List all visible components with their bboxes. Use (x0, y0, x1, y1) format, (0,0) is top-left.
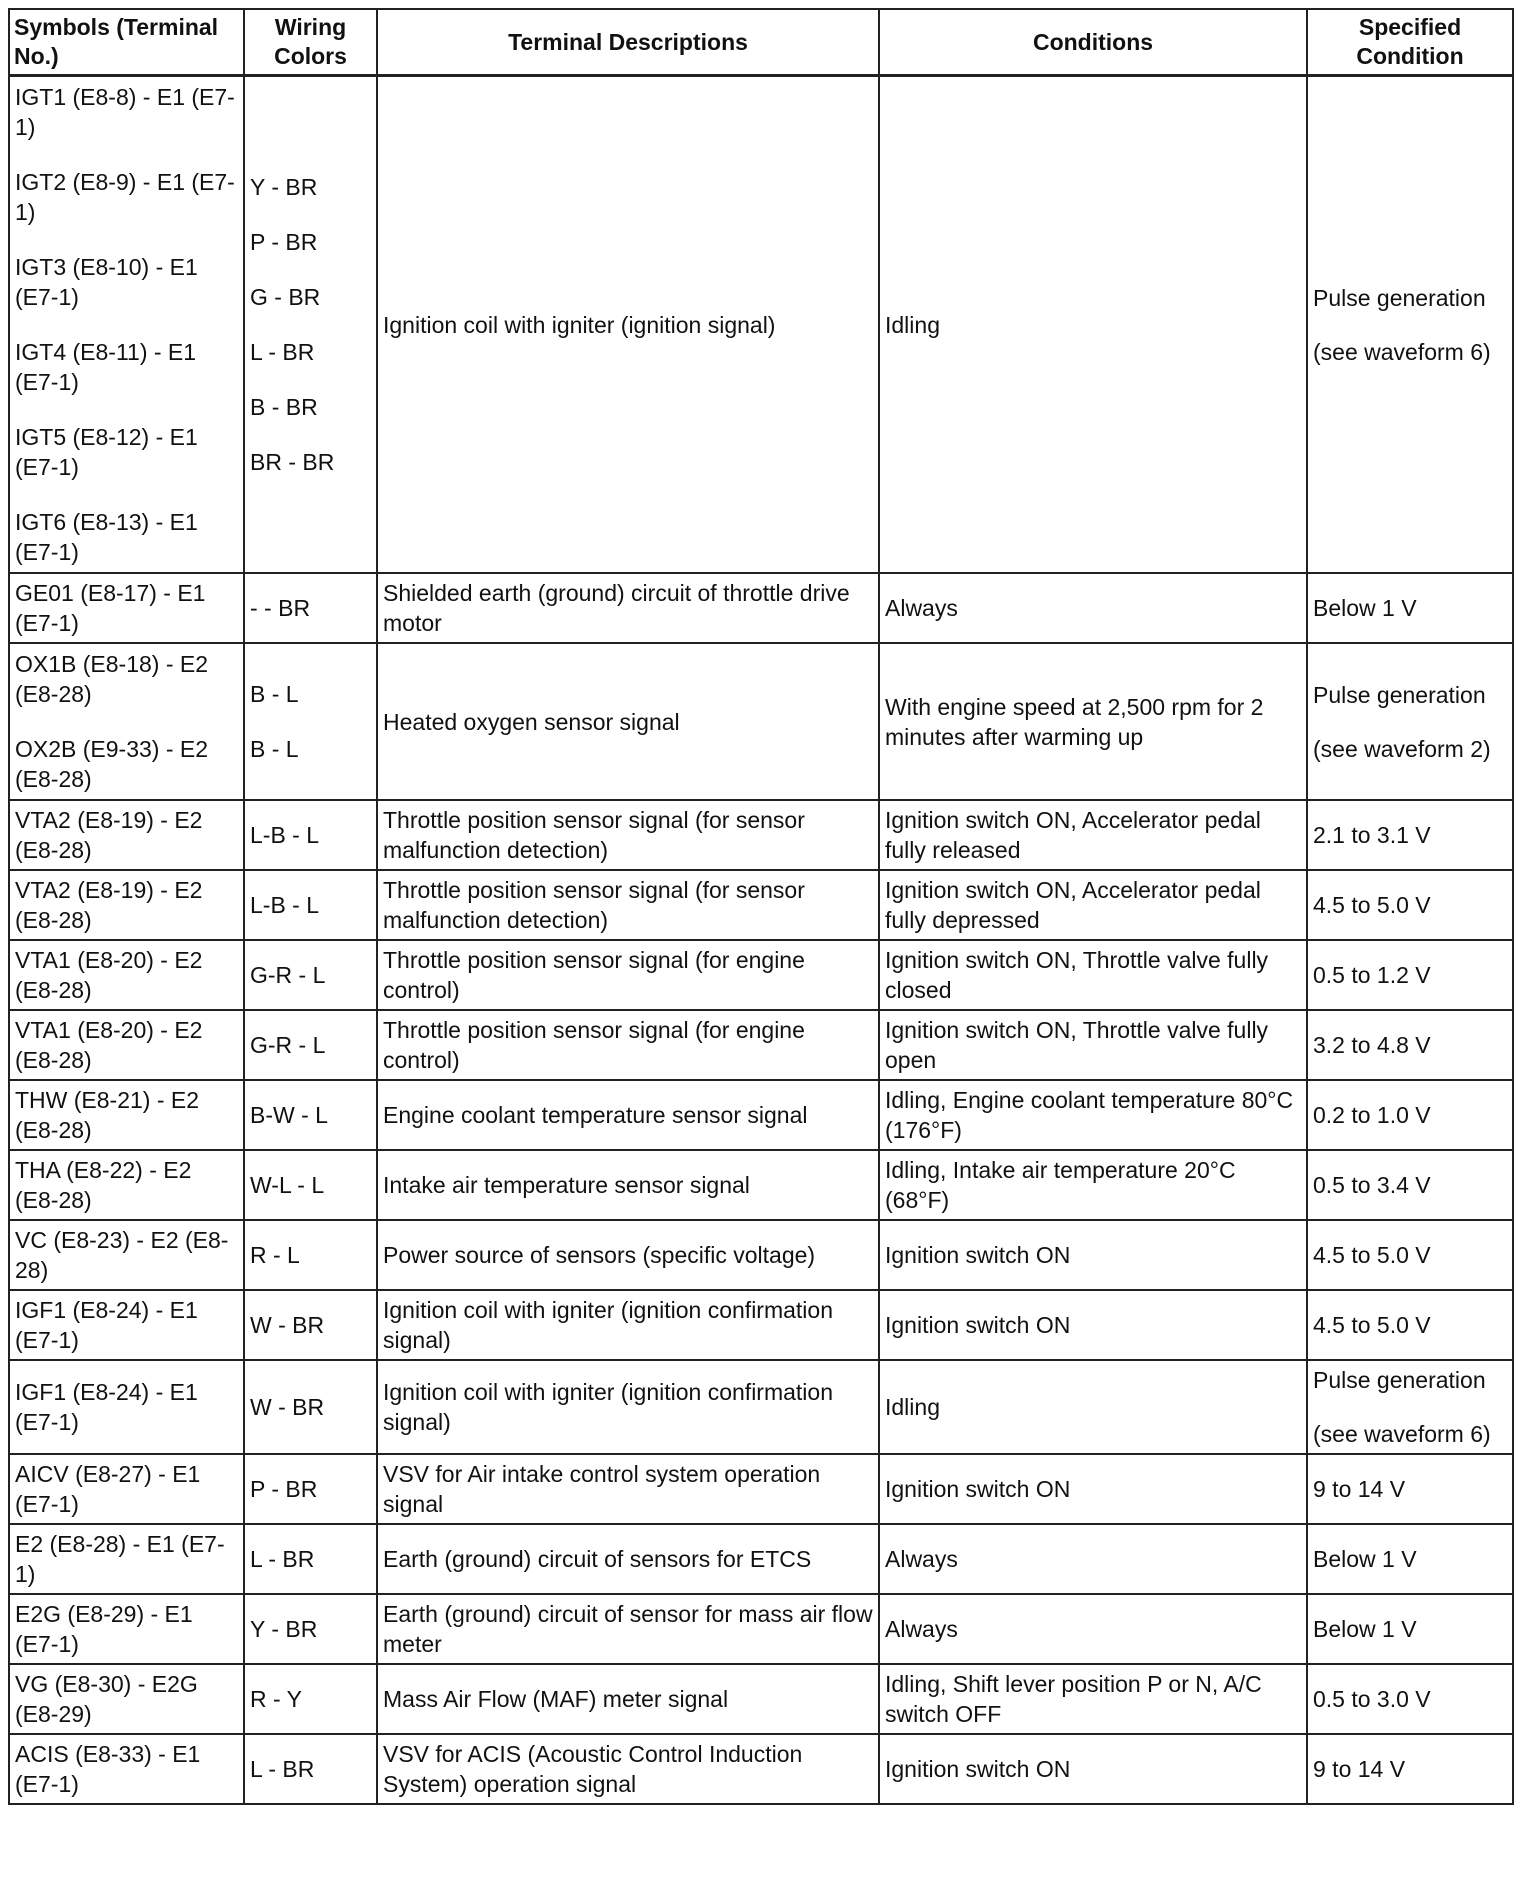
cell-specified-condition-line: Pulse generation (1313, 284, 1486, 311)
cell-specified-condition (1307, 76, 1513, 574)
cell-specified-condition: 0.5 to 3.0 V (1307, 1664, 1513, 1734)
cell-symbols-line: IGT2 (E8-9) - E1 (E7-1) (15, 169, 235, 225)
cell-specified-condition-line: (see waveform 2) (1313, 735, 1491, 762)
cell-wiring-colors-line: Y - BR (250, 174, 318, 200)
cell-specified-condition (1307, 1360, 1513, 1454)
cell-condition: Always (879, 1524, 1307, 1594)
cell-symbols-line: OX2B (E9-33) - E2 (E8-28) (15, 736, 209, 792)
cell-terminal-description: Power source of sensors (specific voltage) (377, 1220, 879, 1290)
table-row (9, 573, 1513, 643)
cell-wiring-colors: G-R - L (244, 940, 377, 1010)
table-row (9, 940, 1513, 1010)
cell-symbols-line: IGT4 (E8-11) - E1 (E7-1) (15, 339, 197, 395)
cell-specified-condition: 9 to 14 V (1307, 1734, 1513, 1804)
cell-wiring-colors-line: B - L (250, 736, 299, 762)
cell-wiring-colors: G-R - L (244, 1010, 377, 1080)
cell-symbols: VTA2 (E8-19) - E2 (E8-28) (9, 870, 244, 940)
cell-specified-condition (1307, 643, 1513, 800)
cell-terminal-description: Ignition coil with igniter (ignition confirmation signal) (377, 1360, 879, 1454)
cell-wiring-colors: R - L (244, 1220, 377, 1290)
cell-symbols-line: IGT3 (E8-10) - E1 (E7-1) (15, 254, 198, 310)
cell-terminal-description: Ignition coil with igniter (ignition confirmation signal) (377, 1290, 879, 1360)
cell-symbols: VTA2 (E8-19) - E2 (E8-28) (9, 800, 244, 870)
cell-wiring-colors: L-B - L (244, 800, 377, 870)
cell-condition: Idling, Engine coolant temperature 80°C (176°F) (879, 1080, 1307, 1150)
header-specified-condition: Specified Condition (1307, 9, 1513, 76)
table-row (9, 1524, 1513, 1594)
cell-condition: Ignition switch ON (879, 1454, 1307, 1524)
cell-symbols (9, 76, 244, 574)
cell-symbols: THW (E8-21) - E2 (E8-28) (9, 1080, 244, 1150)
terminal-table (8, 8, 1514, 1805)
cell-terminal-description: VSV for ACIS (Acoustic Control Induction System) operation signal (377, 1734, 879, 1804)
cell-wiring-colors: W - BR (244, 1290, 377, 1360)
cell-symbols: VTA1 (E8-20) - E2 (E8-28) (9, 1010, 244, 1080)
cell-wiring-colors: L - BR (244, 1734, 377, 1804)
cell-condition: Ignition switch ON, Accelerator pedal fully released (879, 800, 1307, 870)
cell-terminal-description: Shielded earth (ground) circuit of throttle drive motor (377, 573, 879, 643)
cell-symbols: E2 (E8-28) - E1 (E7-1) (9, 1524, 244, 1594)
cell-condition: Always (879, 1594, 1307, 1664)
cell-symbols: THA (E8-22) - E2 (E8-28) (9, 1150, 244, 1220)
cell-wiring-colors-line: B - BR (250, 394, 318, 420)
cell-symbols-line: IGT6 (E8-13) - E1 (E7-1) (15, 509, 198, 565)
table-row (9, 1594, 1513, 1664)
cell-wiring-colors: - - BR (244, 573, 377, 643)
cell-specified-condition: 3.2 to 4.8 V (1307, 1010, 1513, 1080)
cell-wiring-colors: B-W - L (244, 1080, 377, 1150)
cell-terminal-description: Mass Air Flow (MAF) meter signal (377, 1664, 879, 1734)
header-wiring-colors: Wiring Colors (244, 9, 377, 76)
cell-terminal-description: Intake air temperature sensor signal (377, 1150, 879, 1220)
cell-specified-condition: Below 1 V (1307, 1524, 1513, 1594)
cell-specified-condition-line: (see waveform 6) (1313, 1421, 1491, 1447)
cell-symbols: GE01 (E8-17) - E1 (E7-1) (9, 573, 244, 643)
cell-terminal-description: Ignition coil with igniter (ignition signal) (377, 76, 879, 574)
cell-wiring-colors-line: G - BR (250, 284, 321, 310)
cell-wiring-colors: P - BR (244, 1454, 377, 1524)
cell-terminal-description: VSV for Air intake control system operation signal (377, 1454, 879, 1524)
table-row (9, 1150, 1513, 1220)
cell-terminal-description: Throttle position sensor signal (for engine control) (377, 1010, 879, 1080)
header-symbols: Symbols (Terminal No.) (9, 9, 244, 76)
table-body (9, 76, 1513, 1805)
cell-wiring-colors: W - BR (244, 1360, 377, 1454)
cell-wiring-colors: Y - BR (244, 1594, 377, 1664)
cell-specified-condition-line: Pulse generation (1313, 681, 1486, 708)
table-row (9, 1080, 1513, 1150)
cell-symbols: AICV (E8-27) - E1 (E7-1) (9, 1454, 244, 1524)
cell-terminal-description: Throttle position sensor signal (for sensor malfunction detection) (377, 800, 879, 870)
cell-specified-condition-line: Pulse generation (1313, 1367, 1486, 1393)
cell-condition: Ignition switch ON (879, 1734, 1307, 1804)
table-row (9, 643, 1513, 800)
cell-condition: Idling, Shift lever position P or N, A/C switch OFF (879, 1664, 1307, 1734)
cell-wiring-colors (244, 643, 377, 800)
cell-condition: Ignition switch ON (879, 1220, 1307, 1290)
table-row (9, 1220, 1513, 1290)
cell-specified-condition: 9 to 14 V (1307, 1454, 1513, 1524)
table-row (9, 1454, 1513, 1524)
cell-condition: Ignition switch ON, Accelerator pedal fully depressed (879, 870, 1307, 940)
cell-condition: Idling (879, 76, 1307, 574)
cell-symbols: E2G (E8-29) - E1 (E7-1) (9, 1594, 244, 1664)
cell-condition: With engine speed at 2,500 rpm for 2 minutes after warming up (879, 643, 1307, 800)
cell-condition: Ignition switch ON, Throttle valve fully open (879, 1010, 1307, 1080)
table-row (9, 800, 1513, 870)
cell-terminal-description: Earth (ground) circuit of sensor for mass air flow meter (377, 1594, 879, 1664)
cell-symbols: IGF1 (E8-24) - E1 (E7-1) (9, 1360, 244, 1454)
header-conditions: Conditions (879, 9, 1307, 76)
cell-symbols-line: IGT1 (E8-8) - E1 (E7-1) (15, 84, 235, 140)
cell-wiring-colors: R - Y (244, 1664, 377, 1734)
cell-terminal-description: Heated oxygen sensor signal (377, 643, 879, 800)
cell-wiring-colors (244, 76, 377, 574)
cell-symbols: ACIS (E8-33) - E1 (E7-1) (9, 1734, 244, 1804)
terminal-table-container (8, 8, 1512, 1805)
cell-symbols: IGF1 (E8-24) - E1 (E7-1) (9, 1290, 244, 1360)
cell-symbols: VG (E8-30) - E2G (E8-29) (9, 1664, 244, 1734)
table-row (9, 1360, 1513, 1454)
cell-specified-condition: 0.2 to 1.0 V (1307, 1080, 1513, 1150)
cell-specified-condition: 4.5 to 5.0 V (1307, 1220, 1513, 1290)
cell-symbols: VC (E8-23) - E2 (E8-28) (9, 1220, 244, 1290)
table-row (9, 1664, 1513, 1734)
cell-specified-condition-line: (see waveform 6) (1313, 338, 1491, 365)
header-terminal-descriptions: Terminal Descriptions (377, 9, 879, 76)
cell-specified-condition: 0.5 to 1.2 V (1307, 940, 1513, 1010)
table-row (9, 1010, 1513, 1080)
table-row (9, 1290, 1513, 1360)
cell-terminal-description: Throttle position sensor signal (for sensor malfunction detection) (377, 870, 879, 940)
cell-specified-condition: 2.1 to 3.1 V (1307, 800, 1513, 870)
cell-specified-condition: 0.5 to 3.4 V (1307, 1150, 1513, 1220)
table-row (9, 870, 1513, 940)
cell-symbols: VTA1 (E8-20) - E2 (E8-28) (9, 940, 244, 1010)
table-header-row (9, 9, 1513, 76)
cell-symbols-line: OX1B (E8-18) - E2 (E8-28) (15, 651, 209, 707)
table-row (9, 1734, 1513, 1804)
table-row (9, 76, 1513, 574)
cell-wiring-colors: L-B - L (244, 870, 377, 940)
cell-wiring-colors: W-L - L (244, 1150, 377, 1220)
cell-terminal-description: Throttle position sensor signal (for engine control) (377, 940, 879, 1010)
cell-terminal-description: Engine coolant temperature sensor signal (377, 1080, 879, 1150)
cell-wiring-colors-line: L - BR (250, 339, 315, 365)
cell-condition: Ignition switch ON, Throttle valve fully closed (879, 940, 1307, 1010)
cell-specified-condition: 4.5 to 5.0 V (1307, 870, 1513, 940)
cell-wiring-colors-line: P - BR (250, 229, 318, 255)
cell-specified-condition: Below 1 V (1307, 573, 1513, 643)
cell-wiring-colors-line: BR - BR (250, 449, 335, 475)
cell-condition: Idling (879, 1360, 1307, 1454)
cell-symbols-line: IGT5 (E8-12) - E1 (E7-1) (15, 424, 198, 480)
cell-wiring-colors-line: B - L (250, 681, 299, 707)
cell-symbols (9, 643, 244, 800)
cell-condition: Ignition switch ON (879, 1290, 1307, 1360)
cell-condition: Idling, Intake air temperature 20°C (68°F) (879, 1150, 1307, 1220)
cell-specified-condition: Below 1 V (1307, 1594, 1513, 1664)
cell-terminal-description: Earth (ground) circuit of sensors for ETCS (377, 1524, 879, 1594)
cell-wiring-colors: L - BR (244, 1524, 377, 1594)
cell-specified-condition: 4.5 to 5.0 V (1307, 1290, 1513, 1360)
cell-condition: Always (879, 573, 1307, 643)
